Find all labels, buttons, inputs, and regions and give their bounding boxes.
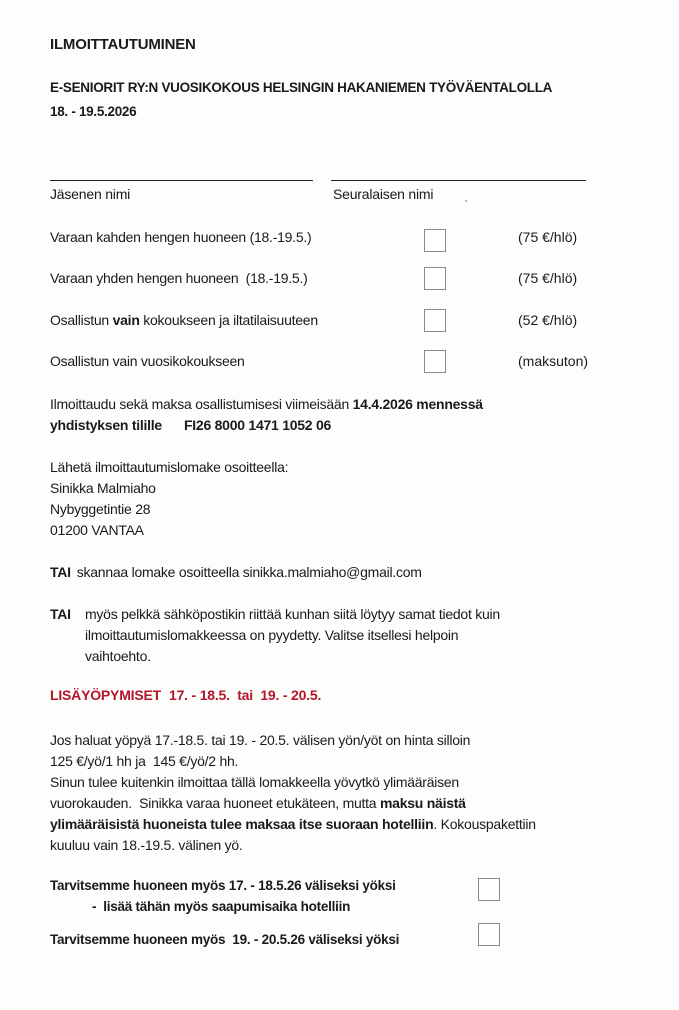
extra-night-checkbox-19-20[interactable] xyxy=(478,923,500,946)
option-checkbox-single-room[interactable] xyxy=(424,267,446,290)
option-label xyxy=(50,353,245,369)
companion-name-field[interactable] xyxy=(331,180,586,181)
option-checkbox-meeting-and-evening[interactable] xyxy=(424,309,446,332)
option-text: Osallistun xyxy=(50,312,113,328)
extra-option-note: - lisää tähän myös saapumisaika hotelliin xyxy=(92,899,351,914)
option-price: (75 €/hlö) xyxy=(518,229,578,245)
option-price: (75 €/hlö) xyxy=(518,270,578,286)
extra-nights-heading xyxy=(50,687,321,703)
alt-keyword: TAI xyxy=(50,606,71,622)
extra-info-text: vuorokauden. Sinikka varaa huoneet etukäteen, mutta xyxy=(50,795,380,811)
option-checkbox-double-room[interactable] xyxy=(424,229,446,252)
extra-nights-label: LISÄYÖPYMISET xyxy=(50,687,161,703)
extra-info-line xyxy=(50,795,466,811)
option-label xyxy=(50,270,308,286)
member-name-field[interactable] xyxy=(50,180,313,181)
alternative-scan xyxy=(50,564,422,580)
account-iban: FI26 8000 1471 1052 06 xyxy=(183,417,332,433)
address-name: Sinikka Malmiaho xyxy=(50,480,156,496)
option-label xyxy=(50,312,318,328)
event-dates: 18. - 19.5.2026 xyxy=(50,104,137,119)
alt-email-line: myös pelkkä sähköpostikin riittää kunhan siitä löytyy samat tiedot kuin xyxy=(85,606,500,622)
alt-scan-text: skannaa lomake osoitteella sinikka.malmiaho@gmail.com xyxy=(76,564,422,580)
extra-night-checkbox-17-18[interactable] xyxy=(478,878,500,901)
option-label xyxy=(50,229,311,245)
extra-info-line: 125 €/yö/1 hh ja 145 €/yö/2 hh. xyxy=(50,753,239,769)
option-text: Varaan kahden hengen huoneen (18.-19.5.) xyxy=(50,229,312,245)
extra-option-label: Tarvitsemme huoneen myös 19. - 20.5.26 väliseksi yöksi xyxy=(50,932,400,947)
payment-text: Ilmoittaudu sekä maksa osallistumisesi viimeisään xyxy=(50,396,353,412)
option-price: (52 €/hlö) xyxy=(518,312,578,328)
option-text: Osallistun vain vuosikokoukseen xyxy=(50,353,245,369)
extra-option-label: Tarvitsemme huoneen myös 17. - 18.5.26 väliseksi yöksi xyxy=(50,878,396,893)
address-street: Nybyggetintie 28 xyxy=(50,501,151,517)
option-text: kokoukseen ja iltatilaisuuteen xyxy=(139,312,318,328)
extra-info-emphasis: maksu näistä xyxy=(379,795,466,811)
account-label: yhdistyksen tilille xyxy=(50,417,162,433)
alt-keyword: TAI xyxy=(50,564,71,580)
address-city: 01200 VANTAA xyxy=(50,522,144,538)
extra-info-line xyxy=(50,816,536,832)
extra-info-emphasis: ylimääräisistä huoneista tulee maksaa itse suoraan hotelliin xyxy=(50,816,434,832)
event-title: E-SENIORIT RY:N VUOSIKOKOUS HELSINGIN HAKANIEMEN TYÖVÄENTALOLLA xyxy=(50,80,553,95)
extra-info-line: Sinun tulee kuitenkin ilmoittaa tällä lomakkeella yövytkö ylimääräisen xyxy=(50,774,459,790)
address-intro: Lähetä ilmoittautumislomake osoitteella: xyxy=(50,459,289,475)
extra-nights-dates: 17. - 18.5. tai 19. - 20.5. xyxy=(168,687,322,703)
scan-speck xyxy=(465,200,467,202)
extra-info-line: Jos haluat yöpyä 17.-18.5. tai 19. - 20.5. välisen yön/yöt on hinta silloin xyxy=(50,732,471,748)
payment-instructions xyxy=(50,396,483,412)
option-text: Varaan yhden hengen huoneen (18.-19.5.) xyxy=(50,270,308,286)
option-price: (maksuton) xyxy=(518,353,589,369)
payment-deadline: 14.4.2026 mennessä xyxy=(352,396,483,412)
extra-info-text: . Kokouspakettiin xyxy=(433,816,536,832)
option-emphasis: vain xyxy=(112,312,140,328)
alt-email-line: ilmoittautumislomakkeessa on pyydetty. Valitse itsellesi helpoin xyxy=(85,627,459,643)
alt-email-line: vaihtoehto. xyxy=(85,648,151,664)
member-name-label: Jäsenen nimi xyxy=(50,186,131,202)
form-heading: ILMOITTAUTUMINEN xyxy=(50,36,196,53)
option-checkbox-annual-meeting-only[interactable] xyxy=(424,350,446,373)
companion-name-label: Seuralaisen nimi xyxy=(333,186,434,202)
extra-info-line: kuuluu vain 18.-19.5. välinen yö. xyxy=(50,837,243,853)
payment-account xyxy=(50,417,331,433)
